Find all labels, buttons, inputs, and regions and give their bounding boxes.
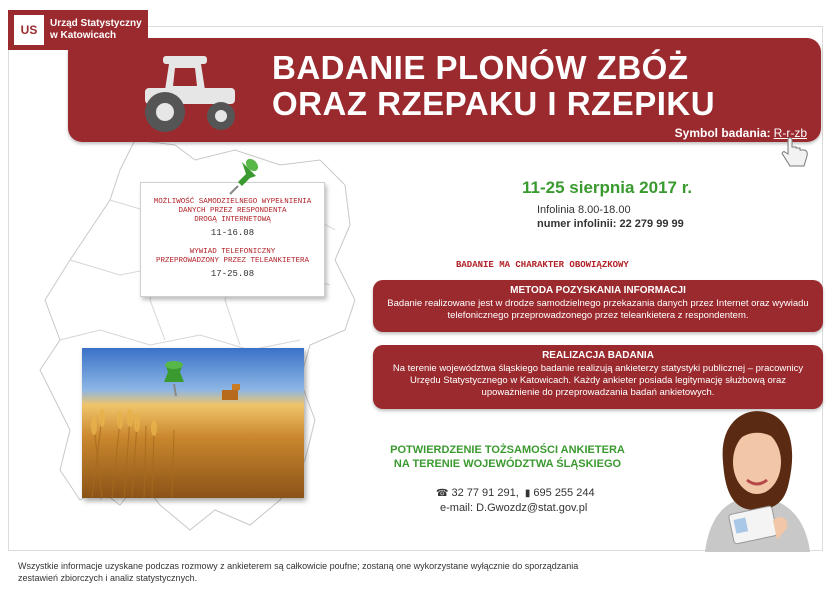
tractor-icon <box>135 52 245 134</box>
survey-dates: 11-25 sierpnia 2017 r. <box>522 178 693 197</box>
title-line2: ORAZ RZEPAKU I RZEPIKU <box>272 85 716 122</box>
realization-body: Na terenie województwa śląskiego badanie realizują ankieterzy statystyki publicznej – pracownicy Urzędu Statystycznego w Katowicach. Każdy ankieter posiada legitymację służbową oraz upoważnienie do przeprowadzania badań ankietowych. <box>392 363 804 398</box>
hotline-label: numer infolinii: <box>537 218 617 230</box>
page-title <box>272 50 715 122</box>
obligatory-notice: BADANIE MA CHARAKTER OBOWIĄZKOWY <box>456 260 629 270</box>
office-logo <box>8 10 148 50</box>
hotline-info <box>537 203 684 231</box>
wheat-field-photo <box>82 348 304 498</box>
note-phone-text <box>141 248 324 266</box>
note-line2: DANYCH PRZEZ RESPONDENTA <box>178 207 287 215</box>
mobile-phone-icon: ▮ <box>524 488 531 499</box>
wheat-field-drawing <box>82 348 304 498</box>
note-date2: 17-25.08 <box>210 269 255 279</box>
method-body: Badanie realizowane jest w drodze samodzielnego przekazania danych przez Internet oraz wywiadu telefonicznego przeprowadzonego przez teleankietera z respondentem. <box>387 298 809 321</box>
interviewer-photo <box>685 402 825 552</box>
footer-line1: Wszystkie informacje uzyskane podczas rozmowy z ankieterem są całkowicie poufne; zostaną one wykorzystane wyłącznie do sporządzania <box>18 561 579 571</box>
contact-mobile[interactable]: 695 255 244 <box>533 487 595 499</box>
note-line1: MOŻLIWOŚĆ SAMODZIELNEGO WYPEŁNIENIA <box>153 198 312 206</box>
push-pin-icon <box>156 358 192 398</box>
footer-line2: zestawień zbiorczych i analiz statystycznych. <box>18 573 198 583</box>
realization-box <box>373 345 823 409</box>
identity-confirmation <box>380 443 635 471</box>
note-line5: PRZEPROWADZONY PRZEZ TELEANKIETERA <box>155 257 310 265</box>
privacy-footer <box>18 560 618 584</box>
method-box <box>373 280 823 332</box>
hotline-hours: Infolinia 8.00-18.00 <box>537 204 631 216</box>
push-pin-icon <box>228 156 264 196</box>
symbol-code-link[interactable]: R-r-zb <box>773 126 807 140</box>
email-label: e-mail: <box>440 502 474 514</box>
logo-line2: w Katowicach <box>50 30 117 41</box>
contact-phone[interactable]: 32 77 91 291, <box>451 487 519 499</box>
logo-line1: Urząd Statystyczny <box>50 18 142 29</box>
note-date1: 11-16.08 <box>210 228 255 238</box>
symbol-label: Symbol badania: <box>674 126 771 140</box>
note-line3: DROGĄ INTERNETOWĄ <box>194 216 271 224</box>
title-line1: BADANIE PLONÓW ZBÓŻ <box>272 49 689 86</box>
pointing-hand-icon <box>780 136 812 172</box>
realization-heading: REALIZACJA BADANIA <box>542 350 654 361</box>
contact-email-link[interactable]: D.Gwozdz@stat.gov.pl <box>476 502 588 514</box>
logo-mark: US <box>14 15 44 45</box>
hotline-number: 22 279 99 99 <box>619 218 684 230</box>
method-heading: METODA POZYSKANIA INFORMACJI <box>510 285 686 296</box>
note-line4: WYWIAD TELEFONICZNY <box>189 248 276 256</box>
schedule-note <box>140 182 325 297</box>
phone-icon: ☎ <box>436 488 449 499</box>
note-online-text <box>141 198 324 225</box>
confirmation-line1: POTWIERDZENIE TOŻSAMOŚCI ANKIETERA <box>390 444 625 456</box>
logo-text <box>50 18 142 42</box>
contact-details <box>436 486 595 515</box>
confirmation-line2: NA TERENIE WOJEWÓDZTWA ŚLĄSKIEGO <box>393 458 622 470</box>
